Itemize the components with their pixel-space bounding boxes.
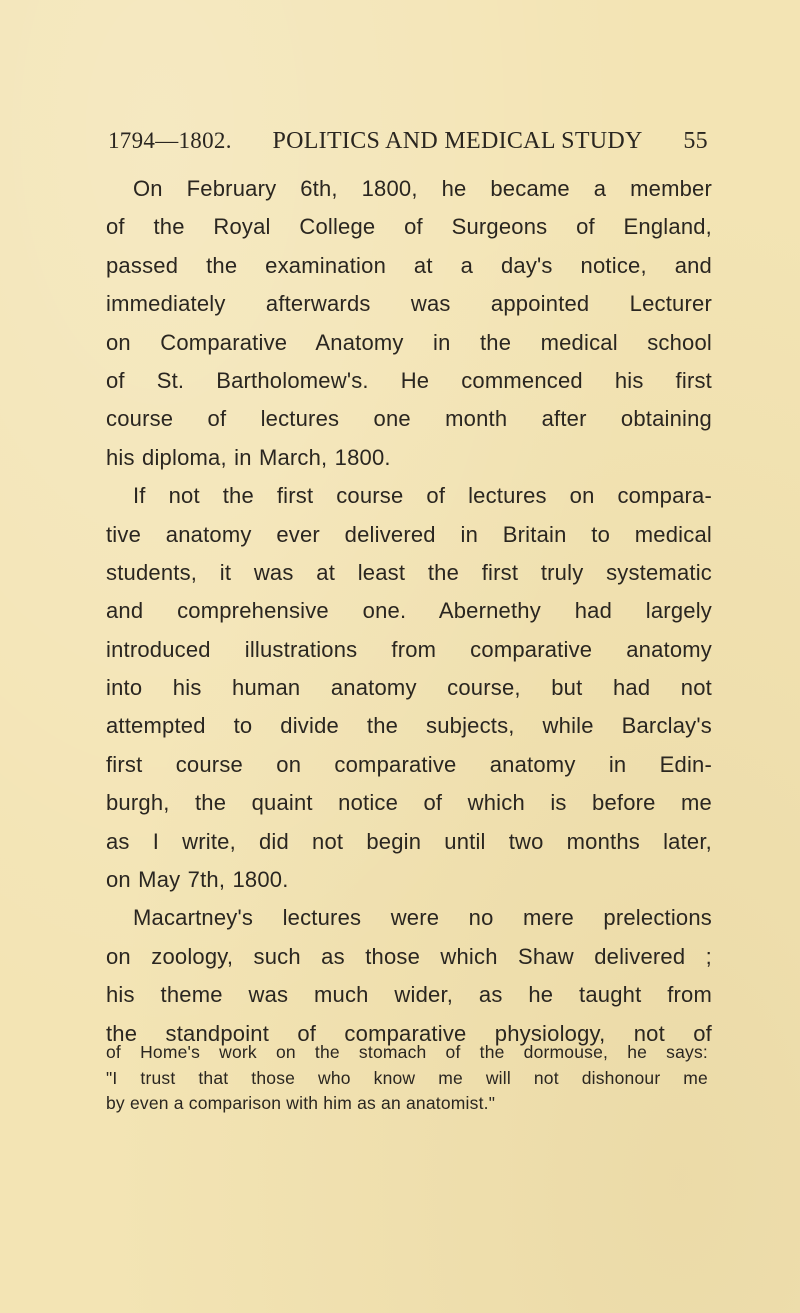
body-line: first course on comparative anatomy in Edin- xyxy=(106,751,712,777)
footnote xyxy=(106,1040,708,1117)
body-line: attempted to divide the subjects, while Barclay's xyxy=(106,713,712,739)
body-line: immediately afterwards was appointed Lecturer xyxy=(106,291,712,317)
page-number: 55 xyxy=(683,128,708,154)
body-text xyxy=(106,170,712,1053)
header-dates: 1794—1802. xyxy=(108,128,232,153)
body-line: On February 6th, 1800, he became a member xyxy=(133,176,712,201)
body-line: on May 7th, 1800. xyxy=(106,867,289,893)
footnote-line: of Home's work on the stomach of the dormouse, he says: xyxy=(106,1042,708,1062)
body-line: tive anatomy ever delivered in Britain to medical xyxy=(106,521,712,547)
body-line: on zoology, such as those which Shaw delivered ; xyxy=(106,943,712,969)
body-line: If not the first course of lectures on compara- xyxy=(133,483,712,509)
body-line: of St. Bartholomew's. He commenced his first xyxy=(106,367,712,393)
running-header xyxy=(108,128,708,155)
body-line: course of lectures one month after obtaining xyxy=(106,406,712,432)
body-line: Macartney's lectures were no mere prelections xyxy=(133,905,712,931)
body-line: as I write, did not begin until two months later, xyxy=(106,828,712,854)
body-line: into his human anatomy course, but had not xyxy=(106,675,712,701)
body-line: students, it was at least the first truly systematic xyxy=(106,559,712,585)
footnote-line: "I trust that those who know me will not dishonour me xyxy=(106,1067,708,1088)
footnote-line: by even a comparison with him as an anatomist." xyxy=(106,1093,496,1113)
body-line: the standpoint of comparative physiology, not of xyxy=(106,1020,712,1046)
body-line: burgh, the quaint notice of which is before me xyxy=(106,790,712,816)
body-line: of the Royal College of Surgeons of England, xyxy=(106,214,712,240)
body-line: and comprehensive one. Abernethy had largely xyxy=(106,598,712,624)
body-line: introduced illustrations from comparative anatomy xyxy=(106,636,712,662)
body-line: on Comparative Anatomy in the medical school xyxy=(106,329,712,355)
header-title: POLITICS AND MEDICAL STUDY xyxy=(272,128,643,154)
body-line: his diploma, in March, 1800. xyxy=(106,444,391,470)
body-line: his theme was much wider, as he taught from xyxy=(106,982,712,1008)
body-line: passed the examination at a day's notice, and xyxy=(106,252,712,278)
